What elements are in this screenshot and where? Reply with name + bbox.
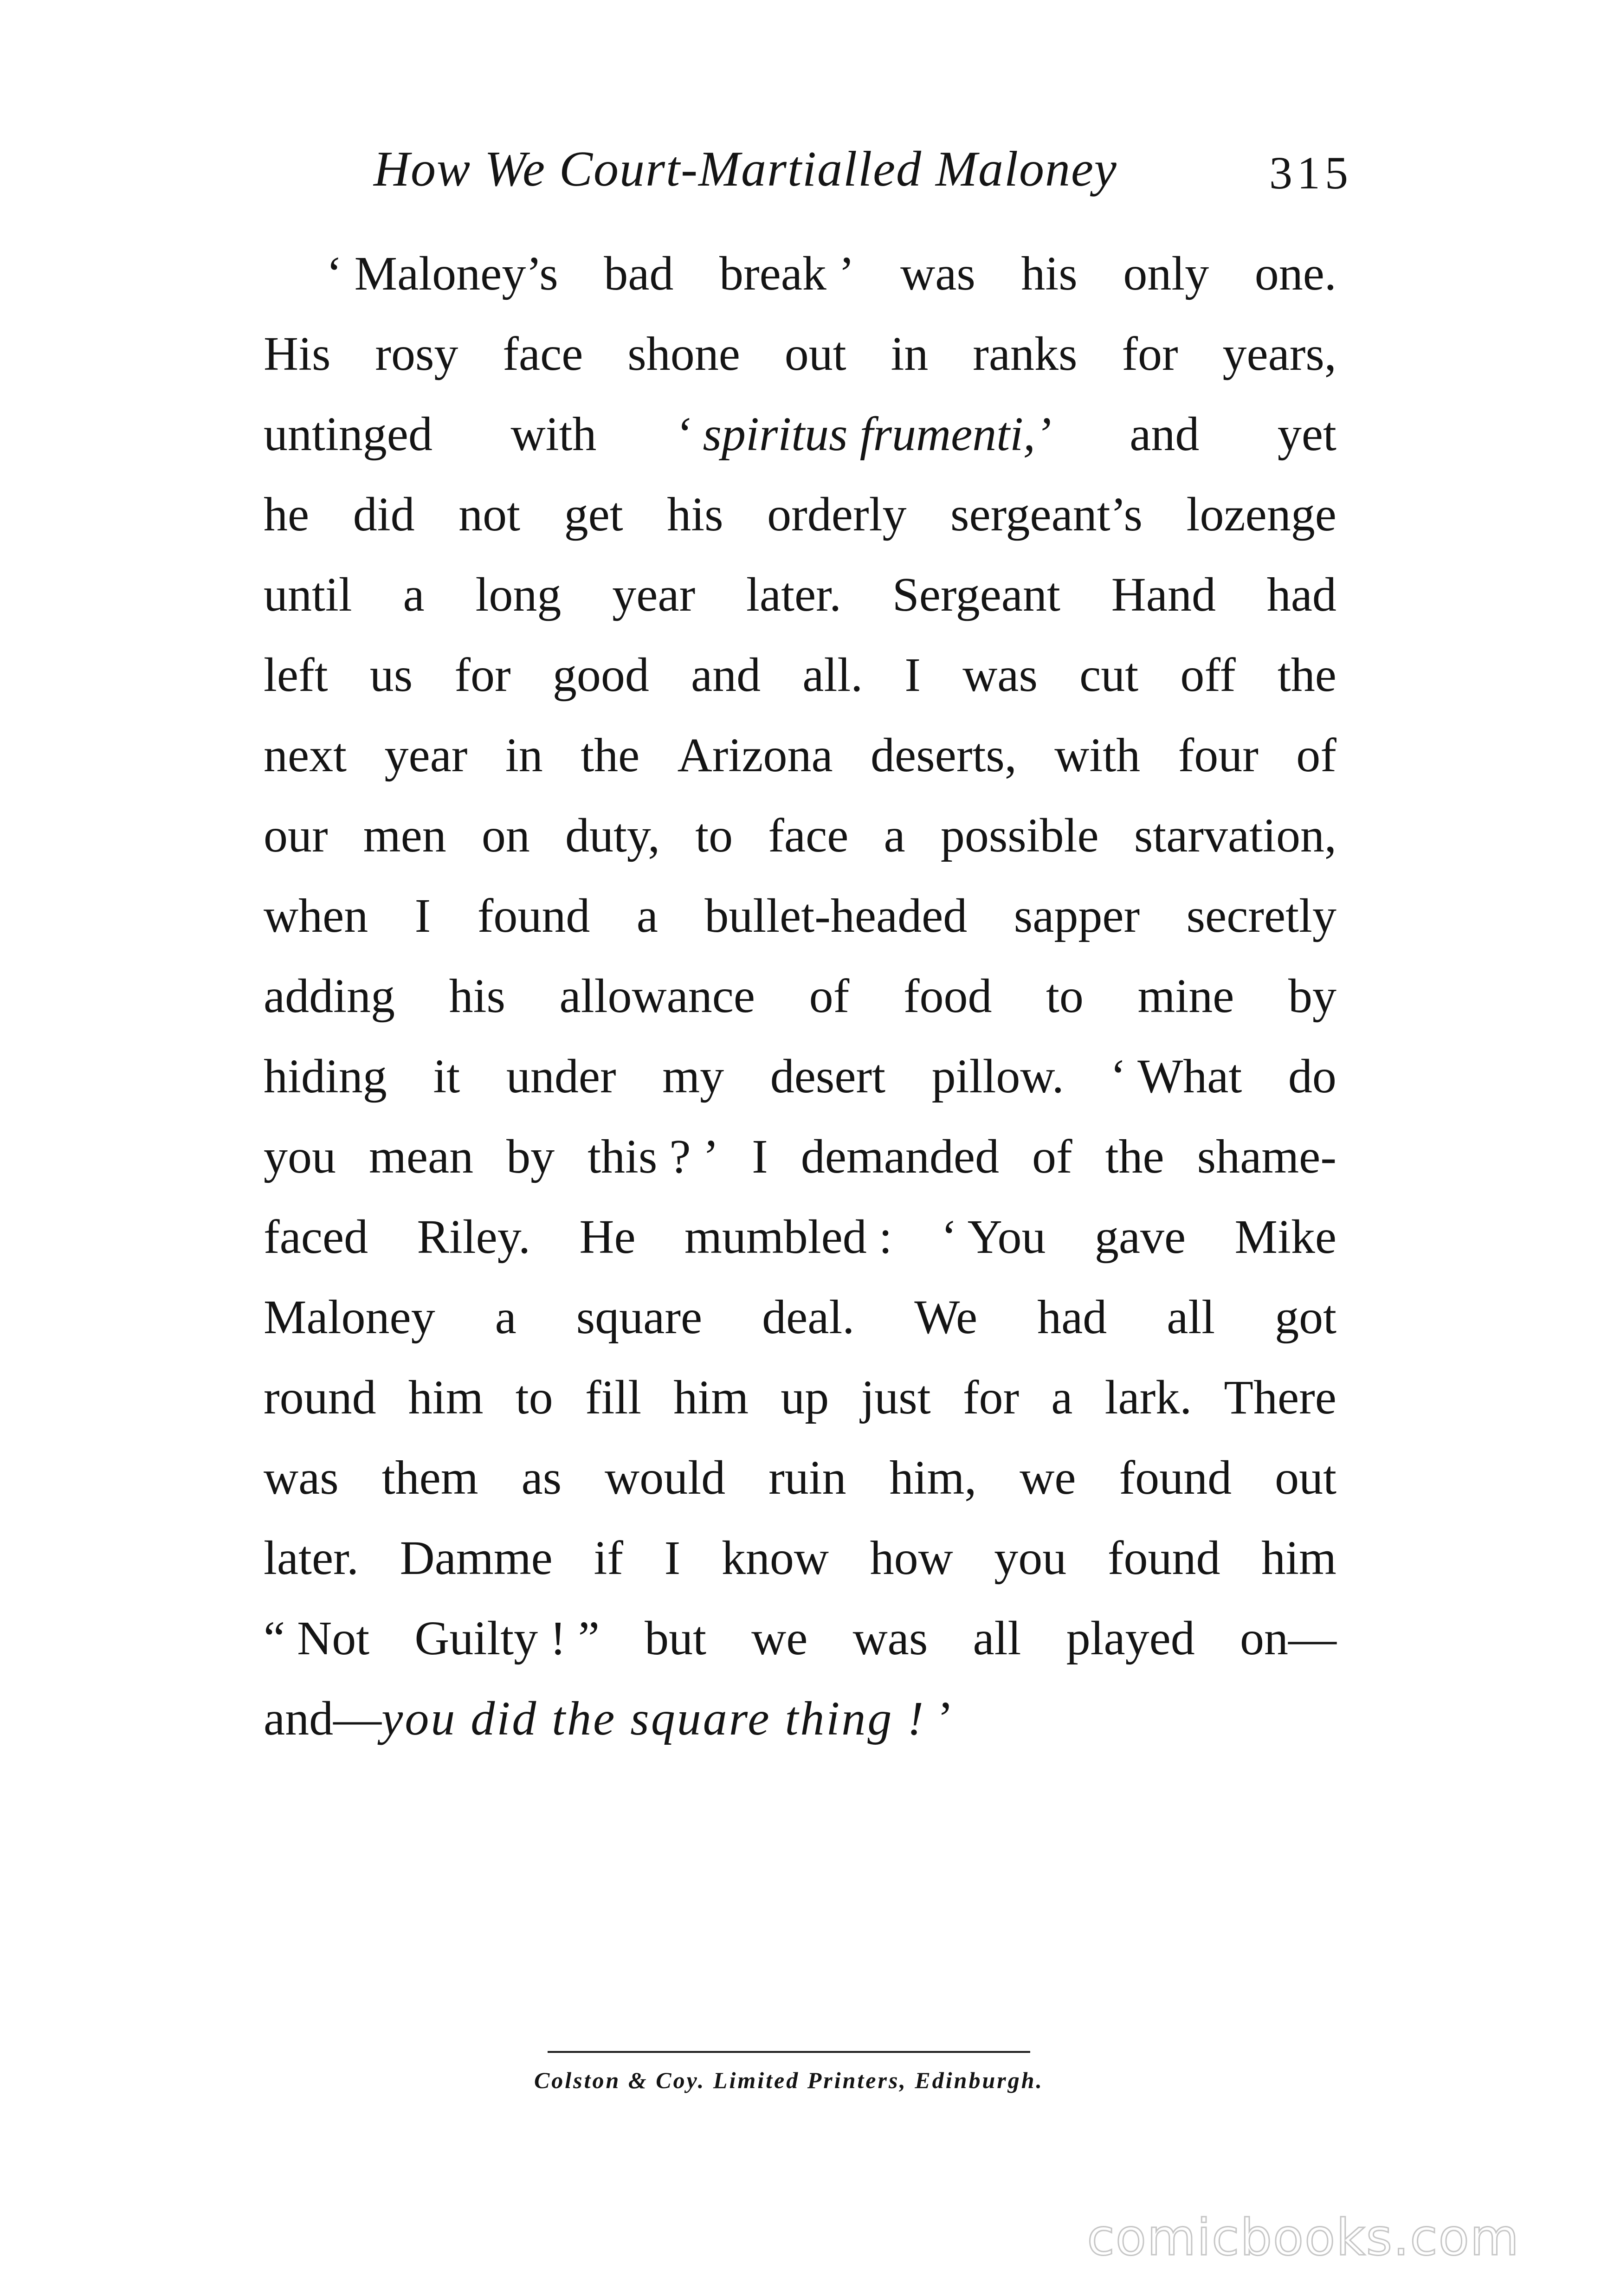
word: ‘ What (1110, 1050, 1242, 1103)
word: in (505, 729, 543, 782)
word: by (1288, 969, 1336, 1023)
word: a (495, 1290, 516, 1344)
word: Guilty ! ” (414, 1612, 600, 1665)
word: duty, (565, 809, 660, 862)
word: shame- (1197, 1130, 1336, 1183)
word: Maloney (264, 1290, 435, 1344)
word: year (612, 568, 696, 621)
word: out (1275, 1451, 1336, 1504)
word: when (264, 889, 368, 942)
word: him, (889, 1451, 977, 1504)
word: I (664, 1531, 681, 1585)
word: Damme (400, 1531, 553, 1585)
word: I (904, 648, 921, 702)
word: yet (1277, 407, 1336, 461)
text-line (264, 558, 1336, 638)
word: mine (1137, 969, 1234, 1023)
word: demanded (800, 1130, 1000, 1183)
word: sapper (1014, 889, 1140, 942)
word: He (579, 1210, 636, 1264)
text-line (264, 237, 1336, 317)
word: Riley. (417, 1210, 531, 1264)
word: the (1277, 648, 1336, 702)
word: Sergeant (892, 568, 1060, 621)
word: rosy (375, 327, 458, 381)
text-line (264, 1120, 1336, 1200)
word: was (962, 648, 1038, 702)
word: a (1051, 1371, 1073, 1424)
word: but (645, 1612, 706, 1665)
word: deserts, (871, 729, 1017, 782)
word: faced (264, 1210, 368, 1264)
text-line (264, 317, 1336, 397)
word: and (691, 648, 761, 702)
word: found (477, 889, 590, 942)
word: allowance (559, 969, 755, 1023)
word: bullet-headed (704, 889, 968, 942)
word: sergeant’s (950, 488, 1143, 541)
text-line (264, 959, 1336, 1039)
text-line (264, 638, 1336, 718)
word: pillow. (931, 1050, 1064, 1103)
word: Mike (1234, 1210, 1336, 1264)
word: with (1054, 729, 1141, 782)
imprint-rule (548, 2051, 1030, 2053)
word: and (1130, 407, 1200, 461)
word: face (503, 327, 583, 381)
word: cut (1079, 648, 1139, 702)
text-line (264, 799, 1336, 879)
word: only (1123, 247, 1209, 300)
word: Arizona (677, 729, 833, 782)
word: all (973, 1612, 1021, 1665)
word: a (636, 889, 658, 942)
body-text (264, 237, 1336, 1762)
watermark: comicbooks.com (1087, 2209, 1520, 2267)
word: his (667, 488, 723, 541)
word: him (673, 1371, 749, 1424)
word: out (784, 327, 846, 381)
word: if (594, 1531, 623, 1585)
running-head (374, 137, 1353, 202)
word: deal. (762, 1290, 855, 1344)
word: mumbled : (684, 1210, 892, 1264)
word: four (1178, 729, 1259, 782)
page-number: 315 (1269, 147, 1353, 199)
text-line (264, 397, 1336, 477)
word: get (564, 488, 623, 541)
word: played (1066, 1612, 1195, 1665)
word: was (852, 1612, 928, 1665)
text-line (264, 1361, 1336, 1441)
word: long (475, 568, 562, 621)
word: was (264, 1451, 339, 1504)
word: of (1296, 729, 1336, 782)
word: on (481, 809, 530, 862)
word: all. (802, 648, 863, 702)
word: for (962, 1371, 1020, 1424)
word: them (381, 1451, 478, 1504)
word: his (1021, 247, 1078, 300)
word: years, (1222, 327, 1336, 381)
word: had (1266, 568, 1336, 621)
word: the (1105, 1130, 1164, 1183)
word: shone (627, 327, 740, 381)
word: found (1107, 1531, 1220, 1585)
word: he (264, 488, 310, 541)
word: we (1020, 1451, 1076, 1504)
text-line (264, 1441, 1336, 1521)
word: His (264, 327, 331, 381)
word: the (581, 729, 640, 782)
word: it (433, 1050, 460, 1103)
word: his (449, 969, 505, 1023)
word: year (384, 729, 468, 782)
word: I (752, 1130, 768, 1183)
running-title: How We Court-Martialled Maloney (374, 142, 1117, 197)
word: to (695, 809, 733, 862)
word: lozenge (1186, 488, 1336, 541)
word: square (576, 1290, 703, 1344)
word: him (408, 1371, 484, 1424)
word: until (264, 568, 352, 621)
word: desert (770, 1050, 886, 1103)
word: men (363, 809, 446, 862)
text-line-last (264, 1682, 1336, 1762)
word: mean (368, 1130, 474, 1183)
word: I (414, 889, 431, 942)
word: us (369, 648, 413, 702)
word: secretly (1186, 889, 1336, 942)
text-line (264, 477, 1336, 558)
word: of (1032, 1130, 1072, 1183)
word: There (1224, 1371, 1336, 1424)
word: fill (585, 1371, 642, 1424)
word: with (510, 407, 597, 461)
word: ‘ spiritus frumenti,’ (674, 407, 1052, 461)
word: a (884, 809, 905, 862)
word: under (506, 1050, 616, 1103)
word: ‘ You (941, 1210, 1046, 1264)
word: later. (264, 1531, 359, 1585)
word: on— (1239, 1612, 1336, 1665)
word: “ Not (264, 1612, 370, 1665)
word: Hand (1111, 568, 1216, 621)
word: We (914, 1290, 978, 1344)
word: untinged (264, 407, 433, 461)
word: of (809, 969, 850, 1023)
word: hiding (264, 1050, 387, 1103)
text-line (264, 1601, 1336, 1682)
last-line-italic: you did the square thing ! (381, 1692, 925, 1745)
text-line (264, 718, 1336, 799)
word: up (781, 1371, 829, 1424)
text-line (264, 1521, 1336, 1601)
word: starvation, (1134, 809, 1336, 862)
word: food (903, 969, 992, 1023)
word: ranks (973, 327, 1078, 381)
word: my (662, 1050, 724, 1103)
word: this ? ’ (587, 1130, 719, 1183)
word: as (521, 1451, 562, 1504)
word: off (1180, 648, 1236, 702)
text-line (264, 1200, 1336, 1280)
word: ruin (768, 1451, 846, 1504)
word: you (264, 1130, 336, 1183)
word: gave (1094, 1210, 1186, 1264)
word: all (1167, 1290, 1215, 1344)
word: know (721, 1531, 829, 1585)
word: possible (940, 809, 1099, 862)
word: face (768, 809, 849, 862)
word: for (1122, 327, 1178, 381)
word: had (1037, 1290, 1107, 1344)
word: would (605, 1451, 726, 1504)
word: you (994, 1531, 1067, 1585)
word: lark. (1104, 1371, 1192, 1424)
word: ‘ Maloney’s (326, 247, 558, 300)
text-line (264, 1039, 1336, 1120)
word: did (353, 488, 415, 541)
word: left (264, 648, 328, 702)
word: by (506, 1130, 555, 1183)
word: was (900, 247, 975, 300)
word: good (552, 648, 649, 702)
last-line-suffix: ’ (925, 1692, 954, 1745)
word: how (870, 1531, 953, 1585)
printer-imprint (464, 2051, 1114, 2094)
word: just (861, 1371, 931, 1424)
word: to (515, 1371, 553, 1424)
imprint-text: Colston & Coy. Limited Printers, Edinburgh. (534, 2067, 1044, 2093)
word: round (264, 1371, 376, 1424)
word: adding (264, 969, 395, 1023)
word: break ’ (719, 247, 855, 300)
word: not (458, 488, 521, 541)
word: our (264, 809, 328, 862)
word: we (751, 1612, 808, 1665)
word: got (1275, 1290, 1336, 1344)
word: for (454, 648, 511, 702)
word: in (891, 327, 929, 381)
text-line (264, 1280, 1336, 1361)
word: orderly (767, 488, 907, 541)
word: him (1261, 1531, 1336, 1585)
word: next (264, 729, 347, 782)
text-line (264, 879, 1336, 959)
word: found (1119, 1451, 1232, 1504)
word: a (403, 568, 425, 621)
word: one. (1254, 247, 1336, 300)
word: bad (604, 247, 674, 300)
word: later. (746, 568, 842, 621)
word: to (1046, 969, 1084, 1023)
word: do (1288, 1050, 1336, 1103)
last-line-prefix: and— (264, 1692, 382, 1745)
